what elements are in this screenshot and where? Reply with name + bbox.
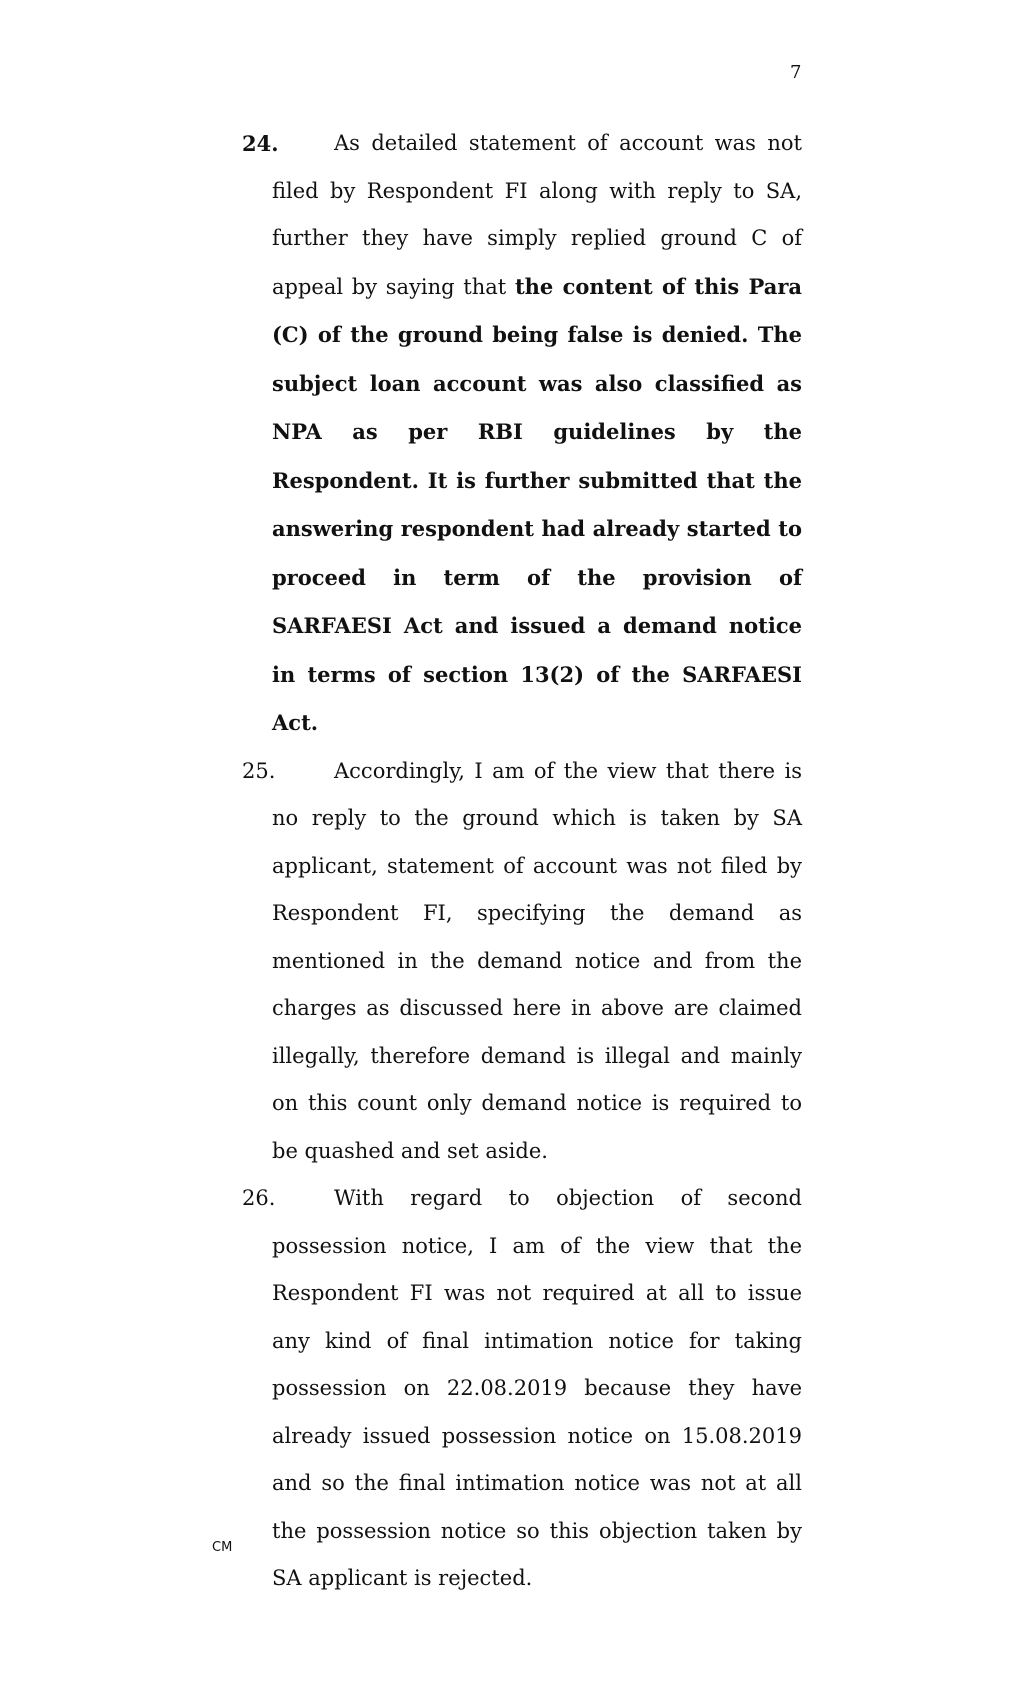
- paragraph-24: [242, 120, 802, 748]
- paragraph-text: Accordingly, I am of the view that there is no reply to the ground which is taken by SA applicant, statement of account was not filed by Respondent FI, specifying the demand as mentioned in the demand notice and from the charges as discussed here in above are claimed illegally, therefore demand is illegal and mainly on this count only demand notice is required to be quashed and set aside.: [272, 758, 802, 1163]
- page-number: 7: [790, 62, 802, 83]
- document-body: [242, 120, 802, 1603]
- paragraph-25: [242, 748, 802, 1176]
- footer-initials: CM: [212, 1540, 233, 1555]
- paragraph-text: With regard to objection of second possession notice, I am of the view that the Respondent FI was not required at all to issue any kind of final intimation notice for taking possession on 22.08.2019 because they have already issued possession notice on 15.08.2019 and so the final intimation notice was not at all the possession notice so this objection taken by SA applicant is rejected.: [272, 1186, 802, 1590]
- paragraph-intro-text: As detailed statement of account was not filed by Respondent FI along with reply to SA, further they have simply replied ground C of appeal by saying that: [272, 131, 802, 299]
- paragraph-number: 25.: [242, 758, 276, 783]
- paragraph-number: 24.: [242, 131, 279, 156]
- paragraph-quoted-bold-text: the content of this Para (C) of the ground being false is denied. The subject loan account was also classified as NPA as per RBI guidelines by the Respondent. It is further submitted that the answering respondent had already started to proceed in term of the provision of SARFAESI Act and issued a demand notice in terms of section 13(2) of the SARFAESI Act.: [272, 273, 802, 735]
- paragraph-number: 26.: [242, 1186, 276, 1210]
- paragraph-26: [242, 1175, 802, 1603]
